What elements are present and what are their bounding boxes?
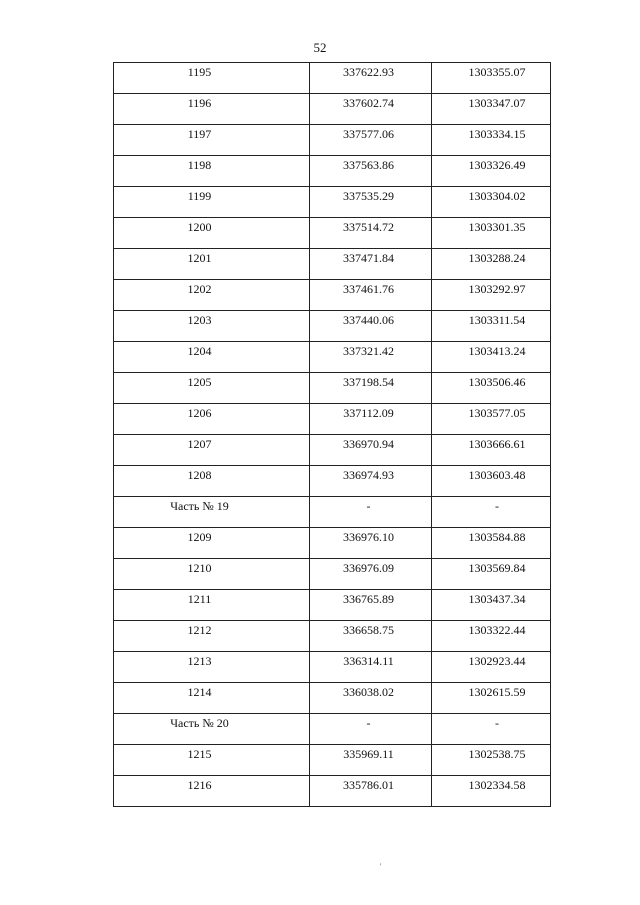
x-cell (310, 714, 432, 745)
y-cell (432, 528, 551, 559)
y-cell (432, 435, 551, 466)
y-value: 1303584.88 (468, 530, 526, 544)
y-value: 1303334.15 (468, 127, 526, 141)
x-cell (310, 218, 432, 249)
table-row (114, 404, 551, 435)
y-cell (432, 311, 551, 342)
point-cell (114, 311, 310, 342)
x-value: 337112.09 (343, 406, 394, 420)
point-cell (114, 342, 310, 373)
point-value: 1198 (187, 158, 212, 172)
y-cell (432, 63, 551, 94)
point-cell (114, 745, 310, 776)
point-value: 1211 (187, 592, 212, 606)
x-cell (310, 776, 432, 807)
table-row (114, 187, 551, 218)
x-value: 337321.42 (343, 344, 394, 358)
table-row (114, 497, 551, 528)
x-value: - (366, 499, 371, 513)
y-value: 1303288.24 (468, 251, 526, 265)
x-value: - (366, 716, 371, 730)
table-row (114, 94, 551, 125)
y-cell (432, 373, 551, 404)
point-cell (114, 373, 310, 404)
point-cell (114, 621, 310, 652)
point-value: 1216 (187, 778, 212, 792)
x-cell (310, 156, 432, 187)
y-value: 1303437.34 (468, 592, 526, 606)
y-cell (432, 745, 551, 776)
table-row (114, 590, 551, 621)
point-cell (114, 218, 310, 249)
point-cell (114, 528, 310, 559)
point-value: 1207 (187, 437, 212, 451)
x-cell (310, 63, 432, 94)
table-row (114, 156, 551, 187)
point-value: 1205 (187, 375, 212, 389)
table-row (114, 249, 551, 280)
x-cell (310, 590, 432, 621)
y-value: 1303301.35 (468, 220, 526, 234)
y-cell (432, 342, 551, 373)
x-value: 337602.74 (343, 96, 394, 110)
x-value: 337440.06 (343, 313, 394, 327)
x-value: 337622.93 (343, 65, 394, 79)
x-cell (310, 528, 432, 559)
table-row (114, 528, 551, 559)
x-value: 336765.89 (343, 592, 394, 606)
point-cell (114, 652, 310, 683)
point-value: 1202 (187, 282, 212, 296)
x-cell (310, 497, 432, 528)
table-row (114, 342, 551, 373)
table-row (114, 435, 551, 466)
x-cell (310, 280, 432, 311)
table-row (114, 652, 551, 683)
y-cell (432, 125, 551, 156)
point-value: 1201 (187, 251, 212, 265)
point-cell (114, 280, 310, 311)
table-row (114, 125, 551, 156)
x-value: 336976.10 (343, 530, 394, 544)
x-value: 336314.11 (343, 654, 394, 668)
y-value: 1303577.05 (468, 406, 526, 420)
y-value: 1303326.49 (468, 158, 526, 172)
table-row (114, 63, 551, 94)
point-cell (114, 249, 310, 280)
y-cell (432, 652, 551, 683)
table-row (114, 311, 551, 342)
x-cell (310, 342, 432, 373)
y-cell (432, 94, 551, 125)
point-value: 1208 (187, 468, 212, 482)
y-value: 1303603.48 (468, 468, 526, 482)
y-value: - (495, 499, 499, 513)
point-cell (114, 125, 310, 156)
point-cell (114, 590, 310, 621)
x-value: 336974.93 (343, 468, 394, 482)
point-cell (114, 404, 310, 435)
page-number: 52 (313, 40, 327, 55)
point-value: 1199 (187, 189, 212, 203)
table-row (114, 621, 551, 652)
point-value: 1214 (187, 685, 212, 699)
y-value: 1302923.44 (468, 654, 526, 668)
point-value: Часть № 19 (170, 499, 229, 513)
point-cell (114, 94, 310, 125)
x-cell (310, 404, 432, 435)
x-value: 336658.75 (343, 623, 394, 637)
y-value: 1303311.54 (468, 313, 526, 327)
point-value: 1210 (187, 561, 212, 575)
point-value: 1212 (187, 623, 212, 637)
y-value: 1303506.46 (468, 375, 526, 389)
x-cell (310, 249, 432, 280)
y-value: 1303292.97 (468, 282, 526, 296)
x-cell (310, 435, 432, 466)
coordinates-table (113, 62, 551, 807)
y-cell (432, 466, 551, 497)
x-cell (310, 373, 432, 404)
point-cell (114, 466, 310, 497)
point-cell (114, 156, 310, 187)
x-cell (310, 187, 432, 218)
x-value: 337577.06 (343, 127, 394, 141)
table-row (114, 776, 551, 807)
y-value: - (495, 716, 499, 730)
y-value: 1303666.61 (468, 437, 526, 451)
point-value: 1195 (187, 65, 212, 79)
y-value: 1303355.07 (468, 65, 526, 79)
table-row (114, 559, 551, 590)
footer-mark: ' (380, 862, 382, 871)
table-row (114, 683, 551, 714)
y-cell (432, 714, 551, 745)
y-cell (432, 156, 551, 187)
x-cell (310, 125, 432, 156)
x-value: 337563.86 (343, 158, 394, 172)
y-value: 1303569.84 (468, 561, 526, 575)
y-cell (432, 497, 551, 528)
point-cell (114, 497, 310, 528)
point-value: 1213 (187, 654, 212, 668)
point-value: 1196 (187, 96, 212, 110)
point-value: 1197 (187, 127, 212, 141)
y-value: 1303413.24 (468, 344, 526, 358)
point-cell (114, 187, 310, 218)
point-cell (114, 559, 310, 590)
x-cell (310, 311, 432, 342)
y-value: 1302615.59 (468, 685, 526, 699)
coordinates-table-body (114, 63, 551, 807)
point-cell (114, 714, 310, 745)
x-value: 337471.84 (343, 251, 394, 265)
table-row (114, 218, 551, 249)
table-row (114, 466, 551, 497)
y-cell (432, 404, 551, 435)
x-cell (310, 683, 432, 714)
x-cell (310, 466, 432, 497)
x-value: 337198.54 (343, 375, 394, 389)
point-value: 1200 (187, 220, 212, 234)
point-cell (114, 776, 310, 807)
point-value: 1204 (187, 344, 212, 358)
y-value: 1302538.75 (468, 747, 526, 761)
y-cell (432, 621, 551, 652)
table-row (114, 280, 551, 311)
point-value: Часть № 20 (170, 716, 229, 730)
x-value: 335786.01 (343, 778, 394, 792)
y-cell (432, 218, 551, 249)
x-value: 337461.76 (343, 282, 394, 296)
table-row (114, 373, 551, 404)
x-value: 335969.11 (343, 747, 394, 761)
table-row (114, 745, 551, 776)
x-value: 336038.02 (343, 685, 394, 699)
point-value: 1206 (187, 406, 212, 420)
point-cell (114, 435, 310, 466)
y-value: 1303347.07 (468, 96, 526, 110)
y-cell (432, 249, 551, 280)
x-value: 336970.94 (343, 437, 394, 451)
y-value: 1303304.02 (468, 189, 526, 203)
table-row (114, 714, 551, 745)
y-cell (432, 280, 551, 311)
point-value: 1215 (187, 747, 212, 761)
y-cell (432, 559, 551, 590)
y-cell (432, 683, 551, 714)
y-value: 1302334.58 (468, 778, 526, 792)
x-value: 337514.72 (343, 220, 394, 234)
point-value: 1203 (187, 313, 212, 327)
x-cell (310, 745, 432, 776)
x-value: 337535.29 (343, 189, 394, 203)
x-cell (310, 621, 432, 652)
x-cell (310, 559, 432, 590)
x-cell (310, 94, 432, 125)
point-cell (114, 63, 310, 94)
y-cell (432, 776, 551, 807)
x-cell (310, 652, 432, 683)
point-cell (114, 683, 310, 714)
y-cell (432, 187, 551, 218)
y-cell (432, 590, 551, 621)
point-value: 1209 (187, 530, 212, 544)
x-value: 336976.09 (343, 561, 394, 575)
y-value: 1303322.44 (468, 623, 526, 637)
